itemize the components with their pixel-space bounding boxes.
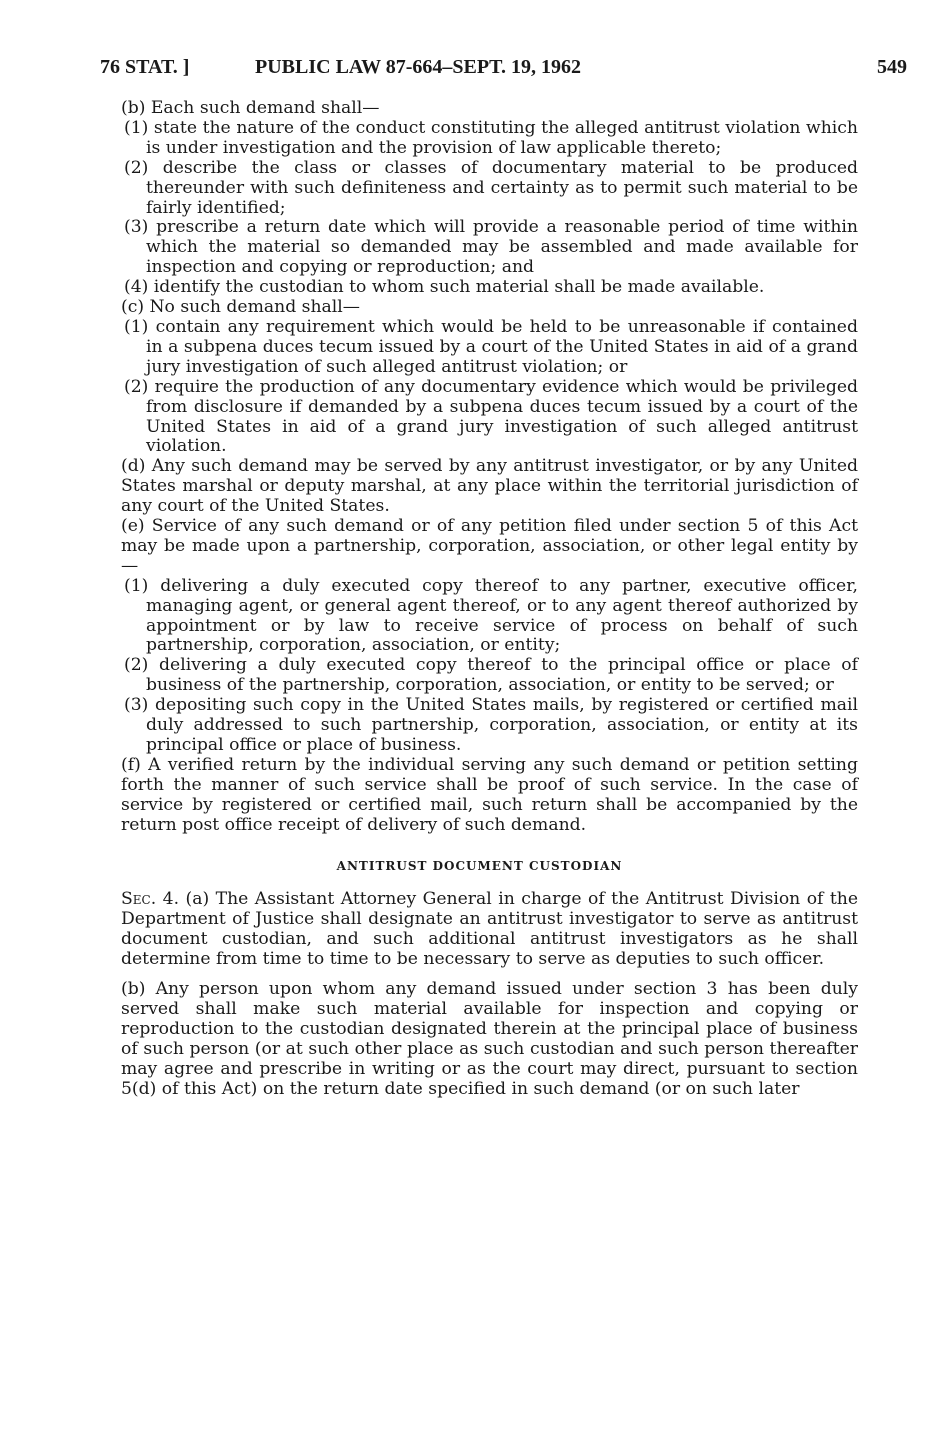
subsection-e-item: (2) delivering a duly executed copy thereof to the principal office or place of business of the partnership, corporation, association, or entity to be served; or [124,655,858,696]
subsection-e-item: (3) depositing such copy in the United States mails, by registered or certified mail duly addressed to such partnership, corporation, association, or entity at its principal office or place of business. [124,695,858,755]
page-number: 549 [877,56,907,78]
subsection-c-item: (1) contain any requirement which would be held to be unreasonable if contained in a subpena duces tecum issued by a court of the United States in aid of a grand jury investigation of such alleged antitrust violation; or [124,316,858,377]
running-title: PUBLIC LAW 87-664–SEPT. 19, 1962 [255,56,581,78]
subsection-c-intro: (c) No such demand shall— [121,297,360,318]
subsection-f: (f) A verified return by the individual serving any such demand or petition setting forth the manner of such service shall be proof of such service. In the case of service by registered or certified mail, such return shall be accompanied by the return post office receipt of delivery of such demand. [121,754,858,835]
subsection-b-item: (3) prescribe a return date which will provide a reasonable period of time within which the material so demanded may be assembled and made available for inspection and copying or reproduction; and [124,217,858,278]
subsection-c-item: (2) require the production of any documentary evidence which would be privileged from disclosure if demanded by a subpena duces tecum issued by a court of the United States in aid of a grand jury investigation of such alleged antitrust violation. [124,376,858,457]
subsection-e-item: (1) delivering a duly executed copy thereof to any partner, executive officer, managing agent, or general agent thereof, or to any agent thereof authorized by appointment or by law to receive service of process on behalf of such partnership, corporation, association, or entity; [124,575,858,656]
section-4-a [121,890,858,970]
subsection-b-item: (4) identify the custodian to whom such material shall be made available. [124,277,765,298]
subsection-b-intro: (b) Each such demand shall— [121,98,380,118]
section-4-b: (b) Any person upon whom any demand issued under section 3 has been duly served shall make such material available for inspection and copying or reproduction to the custodian designated therein at the principal place of business of such person (or at such other place as such custodian and such person thereafter may agree and prescribe in writing or as the court may direct, pursuant to section 5(d) of this Act) on the return date specified in such demand (or on such later [121,979,858,1099]
section-4-label: Sec. 4. [121,889,180,910]
section-4-a-text: (a) The Assistant Attorney General in charge of the Antitrust Division of the Department of Justice shall designate an antitrust investigator to serve as antitrust document custodian, and such additional antitrust investigators as he shall determine from time to time to be necessary to serve as deputies to such officer. [121,889,859,970]
subsection-b-item: (1) state the nature of the conduct constituting the alleged antitrust violation which is under investigation and the provision of law applicable thereto; [124,117,858,158]
subsection-b-item: (2) describe the class or classes of documentary material to be produced thereunder with such definiteness and certainty as to permit such material to be fairly identified; [124,157,858,218]
page-header [100,56,907,86]
subsection-e-intro: (e) Service of any such demand or of any petition filed under section 5 of this Act may be made upon a partnership, corporation, association, or other legal entity by— [121,516,858,576]
section-heading: ANTITRUST DOCUMENT CUSTODIAN [336,858,623,873]
document-body [101,99,858,1100]
volume-reference: 76 STAT. ] [100,56,190,78]
subsection-d: (d) Any such demand may be served by any antitrust investigator, or by any United States marshal or deputy marshal, at any place within the territorial jurisdiction of any court of the United States. [121,456,858,517]
